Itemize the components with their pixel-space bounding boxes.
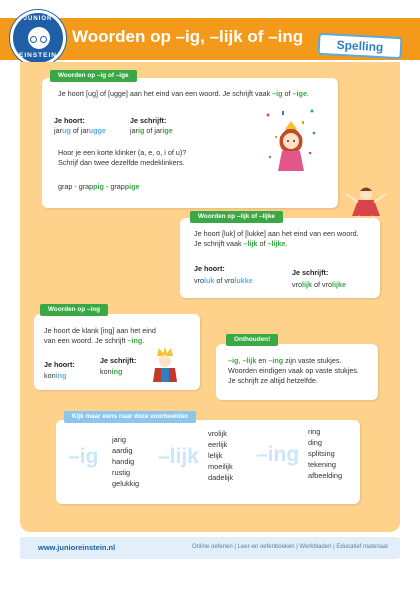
logo-eye-icon: [30, 36, 37, 43]
spelling-tag: Spelling: [317, 33, 402, 59]
logo-top-text: JUNIOR: [23, 16, 53, 22]
wordlist-ig: [112, 434, 139, 489]
page-title: Woorden op –ig, –lijk of –ing: [72, 27, 304, 46]
card-onthouden-line3: Je schrijft ze altijd hetzelfde.: [228, 376, 318, 385]
footer-links[interactable]: Online oefenen | Leer-en oefenboeken | Werkbladen | Educatief materiaal: [192, 544, 388, 550]
junior-einstein-logo[interactable]: [10, 10, 66, 66]
card-ig-note1: Hoor je een korte klinker (a, e, o, i of u)?: [58, 148, 187, 157]
footer-bar: [20, 537, 400, 559]
logo-eye-icon: [40, 36, 47, 43]
card-ing-hoort-label: Je hoort:: [44, 360, 75, 369]
party-girl-illustration: [262, 107, 320, 175]
list-item: dadelijk: [208, 473, 234, 482]
card-lijk-line2: Je schrijft vaak –lijk of –lijke.: [194, 239, 288, 248]
card-voorbeelden: [56, 420, 360, 504]
card-onthouden-label: Onthouden!: [226, 334, 278, 346]
card-ig-schrijft-label: Je schrijft:: [130, 116, 167, 125]
card-onthouden-line2: Woorden eindigen vaak op vaste stukjes.: [228, 366, 359, 375]
card-ing-label: Woorden op –ing: [40, 304, 108, 316]
card-lijk-hoort-label: Je hoort:: [194, 264, 225, 273]
wordlist-lijk: [208, 428, 233, 483]
list-item: lelijk: [208, 451, 223, 460]
list-item: handig: [112, 457, 135, 466]
list-item: aardig: [112, 446, 133, 455]
card-ig-intro: Je hoort [ug] of [ugge] aan het eind van een woord. Je schrijft vaak –ig of –ige.: [58, 89, 309, 98]
list-item: rustig: [112, 468, 131, 477]
card-ig-note2: Schrijf dan twee dezelfde medeklinkers.: [58, 158, 185, 167]
list-item: gelukkig: [112, 479, 140, 488]
suffix-ig: –ig: [68, 445, 99, 468]
card-lijk-schrijft-label: Je schrijft:: [292, 268, 329, 277]
card-onthouden: [216, 344, 378, 400]
wordlist-ing: [308, 426, 342, 481]
card-voorbeelden-label: Kijk maar eens naar deze voorbeelden: [64, 411, 196, 423]
logo-face-icon: [28, 27, 50, 49]
list-item: afbeelding: [308, 471, 343, 480]
card-ing-schrijft-value: koning: [100, 367, 123, 376]
card-ig-hoort-value: jarug of jarugge: [54, 126, 106, 135]
card-ing-line2: van een woord. Je schrijft –ing.: [44, 336, 145, 345]
list-item: moeilijk: [208, 462, 233, 471]
list-item: ring: [308, 427, 321, 436]
card-ing-schrijft-label: Je schrijft:: [100, 356, 137, 365]
card-lijk: [180, 218, 380, 298]
list-item: ding: [308, 438, 322, 447]
card-lijk-line1: Je hoort [luk] of [lukke] aan het eind van een woord.: [194, 229, 359, 238]
suffix-ing: –ing: [256, 443, 300, 466]
list-item: tekening: [308, 460, 336, 469]
list-item: splitsing: [308, 449, 335, 458]
card-ing-hoort-value: koning: [44, 371, 67, 380]
card-ig-example: grap - grappig - grappige: [58, 182, 140, 191]
list-item: eerlijk: [208, 440, 228, 449]
card-ing-line1: Je hoort de klank [ing] aan het eind: [44, 326, 156, 335]
card-lijk-schrijft-value: vrolijk of vrolijke: [292, 280, 346, 289]
card-lijk-label: Woorden op –lijk of –lijke: [190, 211, 283, 223]
list-item: vrolijk: [208, 429, 227, 438]
card-lijk-hoort-value: vroluk of vrolukke: [194, 276, 253, 285]
suffix-lijk: –lijk: [158, 445, 199, 468]
logo-bottom-text: EINSTEIN: [19, 52, 57, 59]
card-ig-label: Woorden op –ig of –ige: [50, 70, 137, 82]
card-ig-hoort-label: Je hoort:: [54, 116, 85, 125]
king-illustration: [150, 346, 180, 382]
card-ig-schrijft-value: jarig of jarige: [130, 126, 173, 135]
website-link[interactable]: www.junioreinstein.nl: [38, 543, 116, 552]
card-onthouden-line1: –ig, –lijk en –ing zijn vaste stukjes.: [228, 356, 342, 365]
list-item: jarig: [112, 435, 126, 444]
